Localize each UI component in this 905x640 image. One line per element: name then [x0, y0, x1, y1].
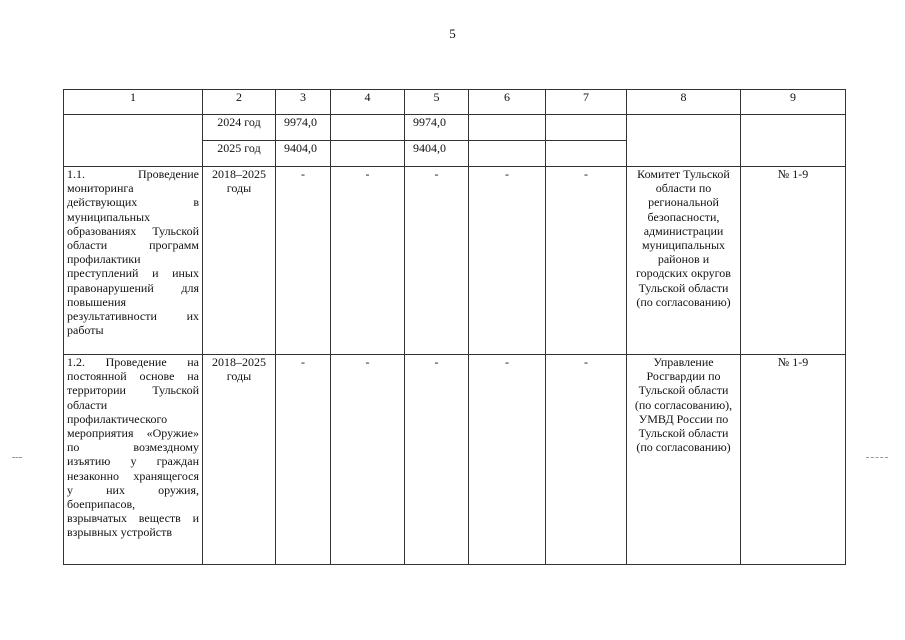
empty-cell	[627, 115, 741, 167]
period-line: годы	[226, 369, 252, 384]
column-number-cell: 7	[546, 90, 627, 115]
responsible-line: Тульской области	[638, 383, 729, 398]
responsible-line: администрации	[643, 223, 724, 238]
description-line: области	[67, 397, 108, 412]
funding-cell: -	[276, 355, 331, 565]
description-line: территории Тульской	[67, 383, 199, 398]
description-line: у них оружия,	[67, 482, 199, 497]
scan-margin-mark	[866, 457, 888, 458]
year-row	[64, 115, 846, 141]
year-period-cell: 2024 год	[203, 115, 276, 141]
responsible-line: районов и	[657, 252, 710, 267]
responsible-line: (по согласованию),	[634, 397, 733, 412]
responsible-line: Росгвардии по	[646, 369, 721, 384]
amount-cell: 9974,0	[405, 115, 469, 141]
measure-row	[64, 167, 846, 355]
description-line: незаконно хранящегося	[67, 468, 199, 483]
total-amount-cell: 9404,0	[276, 141, 331, 167]
funding-cell: -	[546, 167, 627, 355]
description-line: по возмездному	[67, 440, 199, 455]
funding-cell: -	[469, 167, 546, 355]
description-line: мониторинга	[67, 181, 134, 196]
indicator-numbers: № 1-9	[741, 355, 846, 565]
empty-cell	[331, 141, 405, 167]
column-number-cell: 3	[276, 90, 331, 115]
measure-description	[64, 167, 203, 355]
description-line: повышения	[67, 294, 127, 309]
responsible-line: Тульской области	[638, 280, 729, 295]
empty-cell	[331, 115, 405, 141]
column-number-cell: 5	[405, 90, 469, 115]
description-line: 1.1. Проведение	[67, 167, 199, 181]
funding-cell: -	[469, 355, 546, 565]
column-number-row	[64, 90, 846, 115]
description-line: 1.2. Проведение на	[67, 355, 199, 369]
measure-row	[64, 355, 846, 565]
description-line: преступлений и иных	[67, 266, 199, 281]
column-number-cell: 8	[627, 90, 741, 115]
measure-description	[64, 355, 203, 565]
scan-margin-mark	[12, 457, 22, 458]
period-line: годы	[226, 181, 252, 196]
description-line: изъятию у граждан	[67, 454, 199, 469]
funding-cell: -	[405, 355, 469, 565]
description-line: действующих в	[67, 195, 199, 210]
responsible-executor	[627, 355, 741, 565]
empty-cell	[741, 115, 846, 167]
description-line: боеприпасов,	[67, 497, 136, 512]
column-number-cell: 1	[64, 90, 203, 115]
responsible-line: муниципальных	[641, 238, 726, 253]
funding-cell: -	[331, 167, 405, 355]
amount-cell: 9404,0	[405, 141, 469, 167]
description-line: взрывчатых веществ и	[67, 511, 199, 526]
responsible-line: городских округов	[636, 266, 731, 281]
responsible-line: Комитет Тульской	[637, 167, 730, 181]
period-line: 2018–2025	[212, 167, 266, 181]
column-number-cell: 6	[469, 90, 546, 115]
empty-cell	[469, 141, 546, 167]
empty-cell	[546, 141, 627, 167]
column-number-cell: 4	[331, 90, 405, 115]
responsible-line: Управление	[653, 355, 714, 369]
description-line: мероприятия «Оружие»	[67, 426, 199, 441]
program-measures-table	[63, 89, 846, 565]
description-line: муниципальных	[67, 209, 151, 224]
responsible-line: безопасности,	[647, 209, 720, 224]
responsible-line: области по	[655, 181, 712, 196]
empty-cell	[469, 115, 546, 141]
responsible-line: (по согласованию)	[636, 294, 731, 309]
description-line: образованиях Тульской	[67, 223, 199, 238]
year-period-cell: 2025 год	[203, 141, 276, 167]
measure-period	[203, 167, 276, 355]
responsible-line: УМВД России по	[638, 411, 729, 426]
description-line: постоянной основе на	[67, 369, 199, 384]
description-line: профилактики	[67, 252, 141, 267]
funding-cell: -	[276, 167, 331, 355]
description-line: профилактического	[67, 411, 168, 426]
column-number-cell: 2	[203, 90, 276, 115]
measure-period	[203, 355, 276, 565]
description-line: правонарушений для	[67, 280, 199, 295]
description-line: области программ	[67, 238, 199, 253]
page-number: 5	[449, 26, 456, 41]
responsible-executor	[627, 167, 741, 355]
indicator-numbers: № 1-9	[741, 167, 846, 355]
funding-cell: -	[546, 355, 627, 565]
responsible-line: Тульской области	[638, 426, 729, 441]
total-amount-cell: 9974,0	[276, 115, 331, 141]
responsible-line: (по согласованию)	[636, 440, 731, 455]
responsible-line: региональной	[648, 195, 719, 210]
column-number-cell: 9	[741, 90, 846, 115]
period-line: 2018–2025	[212, 355, 266, 369]
description-line: работы	[67, 323, 104, 338]
empty-cell	[64, 115, 203, 167]
empty-cell	[546, 115, 627, 141]
description-line: результативности их	[67, 309, 199, 324]
funding-cell: -	[405, 167, 469, 355]
funding-cell: -	[331, 355, 405, 565]
description-line: взрывных устройств	[67, 525, 172, 540]
